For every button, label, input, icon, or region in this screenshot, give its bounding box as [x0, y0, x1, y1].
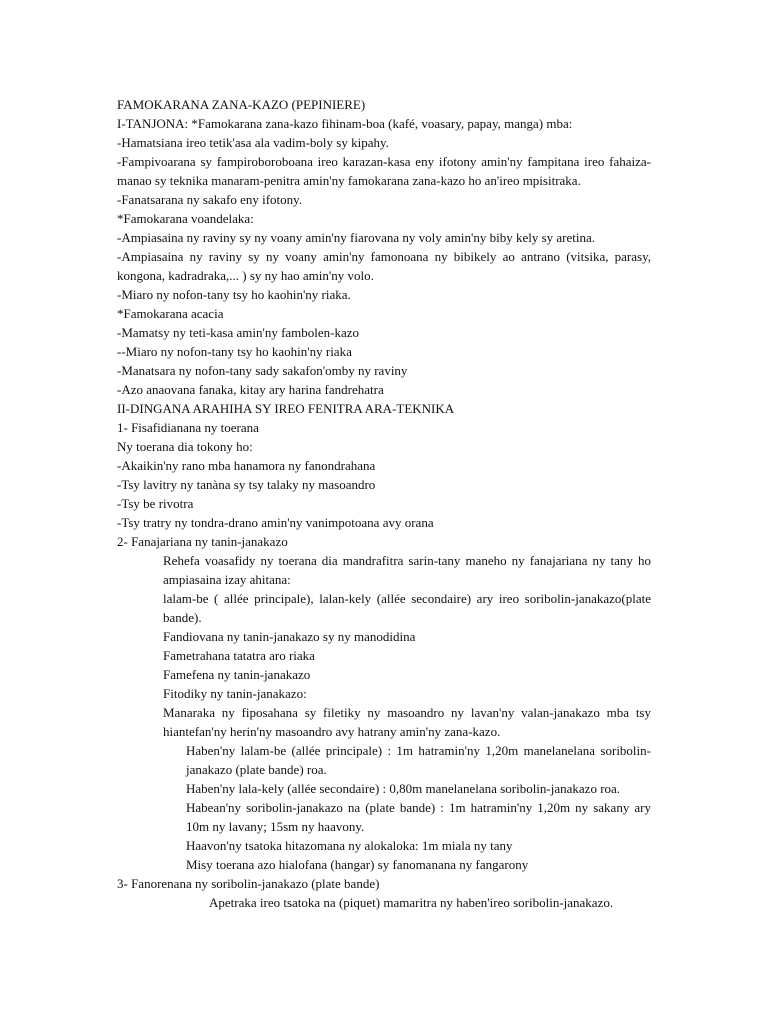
- bullet-continuation: Fitodiky ny tanin-janakazo:: [163, 686, 307, 701]
- paragraph-line: Ny toerana dia tokony ho:: [117, 439, 253, 454]
- paragraph-line: -Hamatsiana ireo tetik'asa ala vadim-boly sy kipahy.: [117, 135, 389, 150]
- paragraph-line: -Miaro ny nofon-tany tsy ho kaohin'ny riaka.: [117, 287, 351, 302]
- bullet-text: Famefena ny tanin-janakazo: [163, 667, 311, 682]
- bullet-text: Fametrahana tatatra aro riaka: [163, 648, 315, 663]
- list-item: -Tsy lavitry ny tanàna sy tsy talaky ny masoandro: [117, 477, 376, 492]
- paragraph-line: -Fampivoarana sy fampiroboroboana ireo karazan-kasa eny ifotony amin'ny fampitana ireo fahaiza-manao sy teknika manaram-penitra amin'ny famokarana zana-kazo ho an'ireo mpisitraka.: [117, 154, 651, 188]
- subheading-voandelaka: *Famokarana voandelaka:: [117, 211, 254, 226]
- paragraph-line: -Ampiasaina ny raviny sy ny voany amin'ny famonoana ny bibikely ao antrano (vitsika, parasy, kongona, kadradraka,... ) sy ny hao amin'ny volo.: [117, 249, 651, 283]
- bullet-text: Apetraka ireo tsatoka na (piquet) mamaritra ny haben'ireo soribolin-janakazo.: [209, 895, 614, 910]
- bullet-continuation: Manaraka ny fiposahana sy filetiky ny masoandro ny lavan'ny valan-janakazo mba tsy hiantefan'ny herin'ny masoandro avy hatrany amin'ny zana-kazo.: [163, 705, 651, 739]
- paragraph-line: --Miaro ny nofon-tany tsy ho kaohin'ny riaka: [117, 344, 352, 359]
- paragraph-line: -Manatsara ny nofon-tany sady sakafon'omby ny raviny: [117, 363, 408, 378]
- subsection-1-heading: 1- Fisafidianana ny toerana: [117, 420, 259, 435]
- sub-bullet-item: [117, 836, 651, 855]
- bullet-text: Haavon'ny tsatoka hitazomana ny alokaloka: 1m miala ny tany: [186, 838, 513, 853]
- paragraph-line: -Fanatsarana ny sakafo eny ifotony.: [117, 192, 303, 207]
- paragraph-line: -Ampiasaina ny raviny sy ny voany amin'ny fiarovana ny voly amin'ny biby kely sy aretina.: [117, 230, 595, 245]
- paragraph-line: -Mamatsy ny teti-kasa amin'ny fambolen-kazo: [117, 325, 360, 340]
- bullet-text: Habean'ny soribolin-janakazo na (plate bande) : 1m hatramin'ny 1,20m ny sakany ary 10m ny lavany; 15sm ny haavony.: [186, 800, 651, 834]
- bullet-text: Misy toerana azo hialofana (hangar) sy fanomanana ny fangarony: [186, 857, 529, 872]
- bullet-item: [117, 893, 651, 912]
- bullet-text: Rehefa voasafidy ny toerana dia mandrafitra sarin-tany maneho ny fanajariana ny tany ho ampiasaina izay ahitana:: [163, 553, 651, 587]
- bullet-item: [117, 551, 651, 589]
- sub-bullet-item: [117, 741, 651, 779]
- sub-bullet-item: [117, 798, 651, 836]
- bullet-text: Haben'ny lala-kely (allée secondaire) : 0,80m manelanelana soribolin-janakazo roa.: [186, 781, 621, 796]
- subsection-3-heading: 3- Fanorenana ny soribolin-janakazo (plate bande): [117, 876, 380, 891]
- paragraph-line: -Azo anaovana fanaka, kitay ary harina fandrehatra: [117, 382, 384, 397]
- sub-bullet-item: [117, 779, 651, 798]
- bullet-text: Haben'ny lalam-be (allée principale) : 1m hatramin'ny 1,20m manelanelana soribolin-janakazo (plate bande) roa.: [186, 743, 651, 777]
- bullet-text: Fandiovana ny tanin-janakazo sy ny manodidina: [163, 629, 416, 644]
- document-title: FAMOKARANA ZANA-KAZO (PEPINIERE): [117, 97, 366, 112]
- subsection-2-heading: 2- Fanajariana ny tanin-janakazo: [117, 534, 288, 549]
- document-body: [117, 95, 651, 912]
- bullet-item: [117, 646, 651, 665]
- bullet-item: [117, 665, 651, 684]
- section-1-heading: I-TANJONA: *Famokarana zana-kazo fihinam-boa (kafé, voasary, papay, manga) mba:: [117, 116, 573, 131]
- list-item: -Tsy tratry ny tondra-drano amin'ny vanimpotoana avy orana: [117, 515, 434, 530]
- subheading-acacia: *Famokarana acacia: [117, 306, 224, 321]
- sub-bullet-item: [117, 855, 651, 874]
- list-item: -Akaikin'ny rano mba hanamora ny fanondrahana: [117, 458, 376, 473]
- bullet-item: [117, 627, 651, 646]
- section-2-heading: II-DINGANA ARAHIHA SY IREO FENITRA ARA-TEKNIKA: [117, 401, 455, 416]
- bullet-continuation: lalam-be ( allée principale), lalan-kely (allée secondaire) ary ireo soribolin-janakazo(plate bande).: [163, 591, 651, 625]
- list-item: -Tsy be rivotra: [117, 496, 194, 511]
